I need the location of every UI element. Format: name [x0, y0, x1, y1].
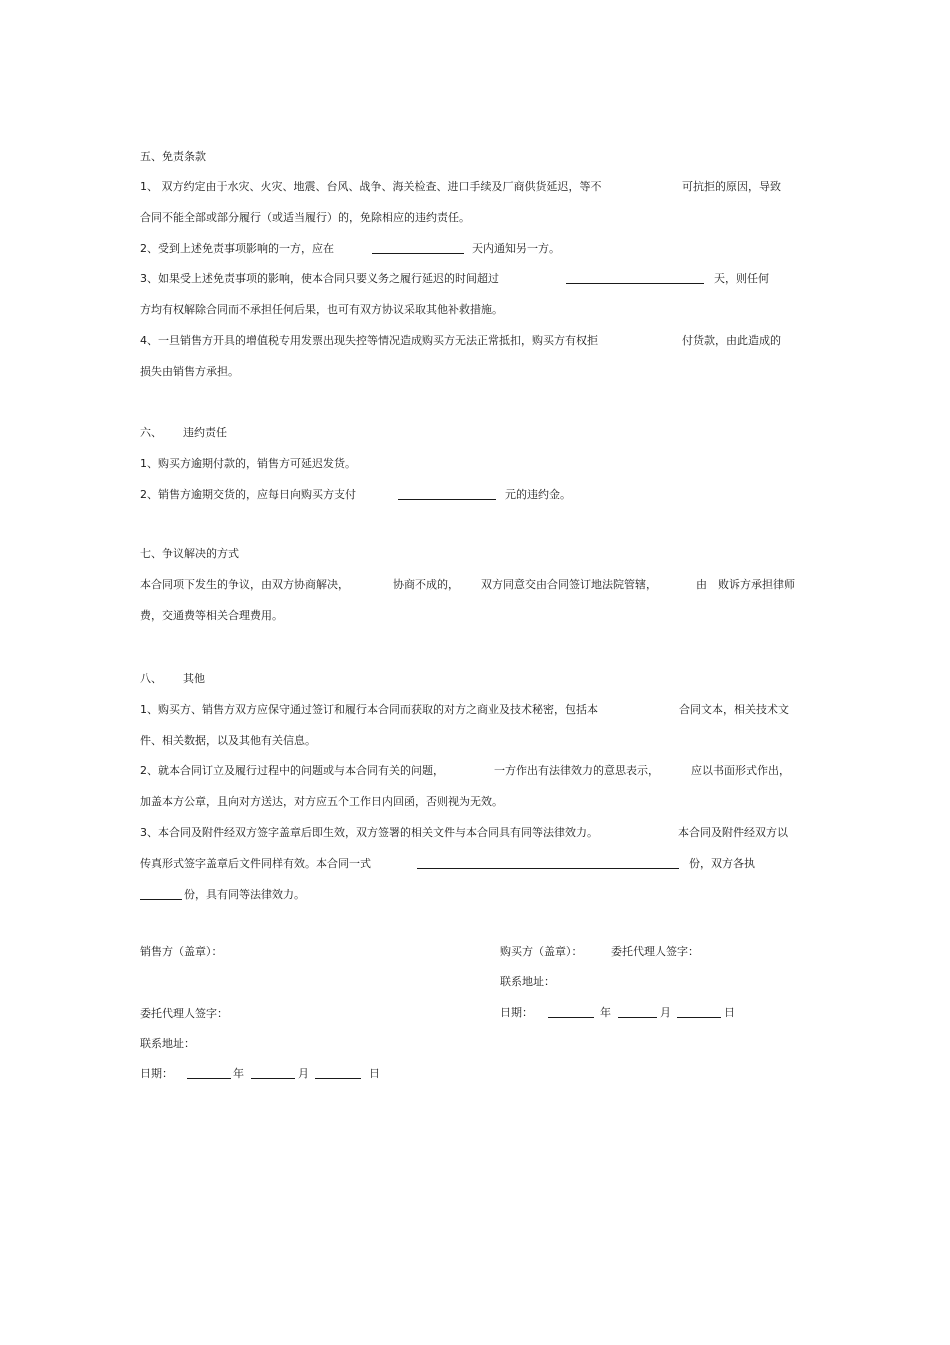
s8-p3-line3: 份，具有同等法律效力。	[184, 888, 305, 901]
section-5-heading: 五、免责条款	[140, 150, 206, 163]
s5-p2-text-b: 天内通知另一方。	[472, 242, 560, 255]
buyer-address-label: 联系地址：	[500, 975, 555, 988]
buyer-month-label: 月	[660, 1006, 671, 1019]
buyer-date-label: 日期：	[500, 1006, 533, 1019]
s8-each-copies-blank	[140, 888, 182, 900]
s8-copies-blank	[417, 857, 679, 869]
buyer-month-blank	[618, 1006, 657, 1018]
s7-line1a: 本合同项下发生的争议，由双方协商解决，	[140, 578, 349, 591]
seller-date-label: 日期：	[140, 1067, 173, 1080]
seller-agent-signature-label: 委托代理人签字：	[140, 1007, 228, 1020]
s8-p3-line2b: 份，双方各执	[689, 857, 755, 870]
buyer-year-label: 年	[600, 1006, 611, 1019]
seller-address-label: 联系地址：	[140, 1037, 195, 1050]
s8-p3-line1a: 3、本合同及附件经双方签字盖章后即生效，双方签署的相关文件与本合同具有同等法律效力。	[140, 826, 598, 839]
s7-line1d: 由	[696, 578, 707, 591]
s6-p2-text-b: 元的违约金。	[505, 488, 571, 501]
s5-delay-days-blank	[566, 272, 704, 284]
s8-p2-line1b: 一方作出有法律效力的意思表示，	[494, 764, 659, 777]
s8-p3-line1b: 本合同及附件经双方以	[678, 826, 788, 839]
buyer-day-label: 日	[724, 1006, 735, 1019]
s5-p4-line1a: 4、一旦销售方开具的增值税专用发票出现失控等情况造成购买方无法正常抵扣，购买方有权拒	[140, 334, 598, 347]
section-6-number: 六、	[140, 426, 162, 439]
seller-year-blank	[187, 1067, 231, 1079]
seller-day-blank	[315, 1067, 361, 1079]
section-8-number: 八、	[140, 672, 162, 685]
s5-p1-line1a: 1、 双方约定由于水灾、火灾、地震、台风、战争、海关检查、进口手续及厂商供货延迟，等不	[140, 180, 602, 193]
buyer-agent-signature-label: 委托代理人签字：	[611, 945, 699, 958]
s7-line1c: 双方同意交由合同签订地法院管辖，	[481, 578, 657, 591]
seller-month-label: 月	[298, 1067, 309, 1080]
seller-month-blank	[251, 1067, 295, 1079]
s5-days-blank	[372, 242, 464, 254]
s8-p2-line1c: 应以书面形式作出，	[691, 764, 790, 777]
s7-line1b: 协商不成的，	[393, 578, 459, 591]
buyer-seal-label: 购买方（盖章）：	[500, 945, 583, 958]
buyer-year-blank	[548, 1006, 594, 1018]
s6-penalty-blank	[398, 488, 496, 500]
s7-line1e: 败诉方承担律师	[718, 578, 795, 591]
s5-p3-line2: 方均有权解除合同而不承担任何后果，也可有双方协议采取其他补救措施。	[140, 303, 503, 316]
s6-p1: 1、购买方逾期付款的，销售方可延迟发货。	[140, 457, 356, 470]
s5-p3-line1b: 天，则任何	[714, 272, 769, 285]
s8-p2-line2: 加盖本方公章，且向对方送达，对方应五个工作日内回函，否则视为无效。	[140, 795, 503, 808]
s8-p1-line1b: 合同文本，相关技术文	[679, 703, 789, 716]
s5-p1-line2: 合同不能全部或部分履行（或适当履行）的，免除相应的违约责任。	[140, 211, 470, 224]
s5-p3-line1a: 3、如果受上述免责事项的影响，使本合同只要义务之履行延迟的时间超过	[140, 272, 499, 285]
buyer-day-blank	[677, 1006, 721, 1018]
section-7-heading: 七、争议解决的方式	[140, 547, 239, 560]
s8-p3-line2a: 传真形式签字盖章后文件同样有效。本合同一式	[140, 857, 371, 870]
s8-p2-line1a: 2、就本合同订立及履行过程中的问题或与本合同有关的问题，	[140, 764, 444, 777]
section-6-title: 违约责任	[183, 426, 227, 439]
s6-p2-text-a: 2、销售方逾期交货的，应每日向购买方支付	[140, 488, 356, 501]
section-8-title: 其他	[183, 672, 205, 685]
s5-p4-line1b: 付货款，由此造成的	[682, 334, 781, 347]
seller-year-label: 年	[233, 1067, 244, 1080]
s5-p2-text-a: 2、受到上述免责事项影响的一方，应在	[140, 242, 334, 255]
s7-line2: 费，交通费等相关合理费用。	[140, 609, 283, 622]
s8-p1-line1a: 1、购买方、销售方双方应保守通过签订和履行本合同而获取的对方之商业及技术秘密，包括本	[140, 703, 598, 716]
s5-p1-line1b: 可抗拒的原因，导致	[682, 180, 781, 193]
seller-day-label: 日	[369, 1067, 380, 1080]
s5-p4-line2: 损失由销售方承担。	[140, 365, 239, 378]
seller-seal-label: 销售方（盖章）：	[140, 945, 223, 958]
s8-p1-line2: 件、相关数据，以及其他有关信息。	[140, 734, 316, 747]
